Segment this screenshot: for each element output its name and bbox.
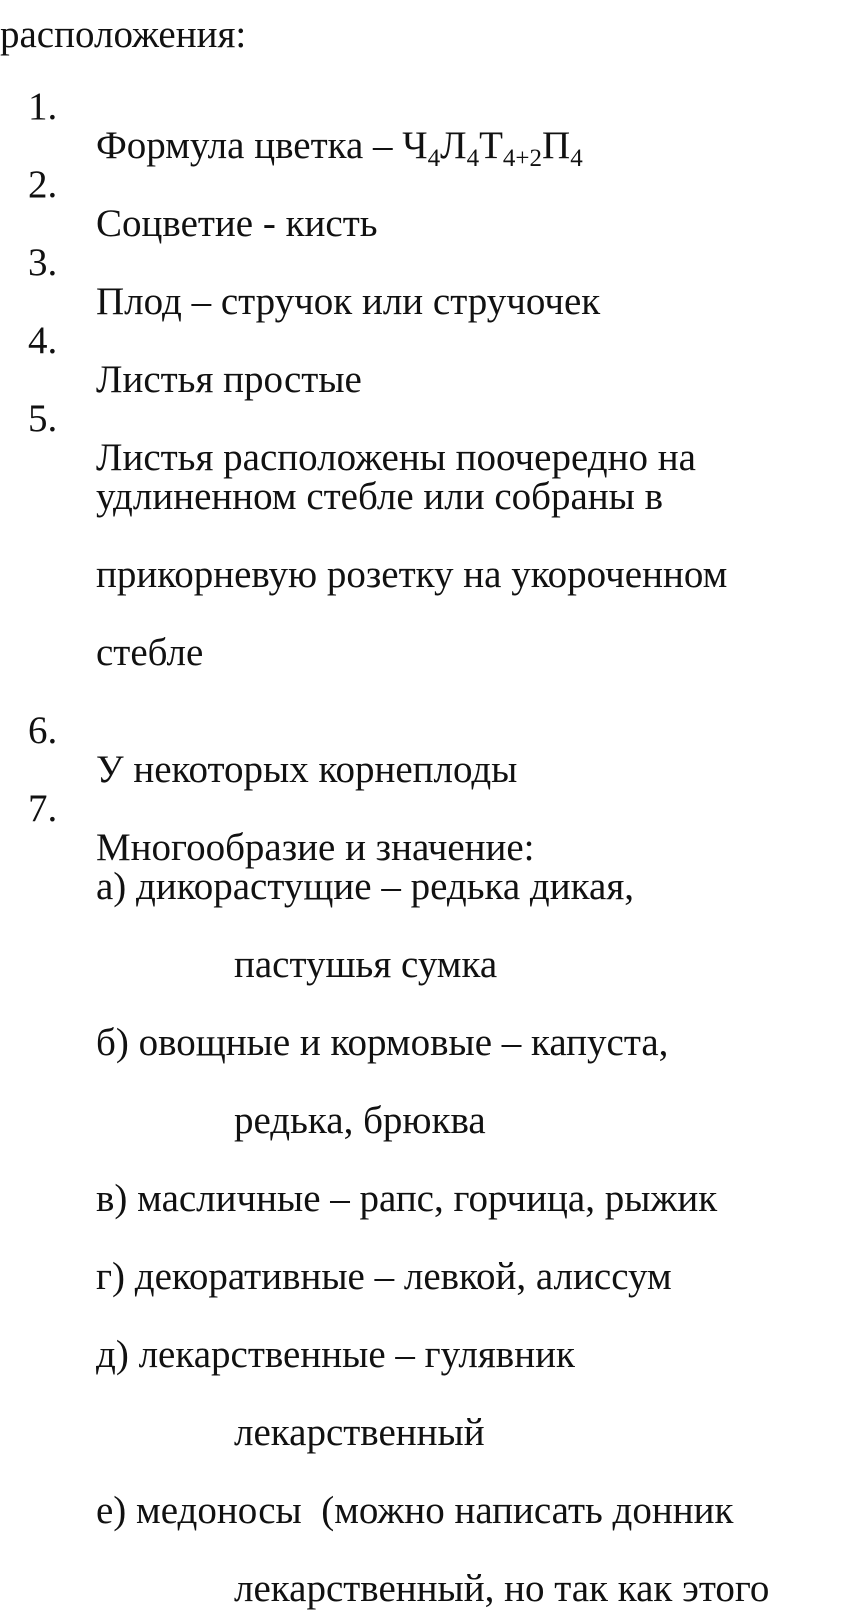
- list-item-text-line: Листья расположены поочередно на: [96, 436, 696, 479]
- list-item-text-line: стебле: [96, 631, 204, 674]
- list-item-text: Листья простые: [96, 358, 362, 401]
- list-item-5-continuation: [0, 516, 728, 596]
- list-item-text-line: удлиненном стебле или собраны в: [96, 475, 664, 518]
- list-number: 7.: [28, 787, 58, 830]
- list-number: 3.: [28, 241, 58, 284]
- list-item-text: У некоторых корнеплоды: [96, 748, 518, 791]
- list-number: 5.: [28, 397, 58, 440]
- subitem-text: д) лекарственные – гулявник: [96, 1333, 575, 1376]
- subitem-text: лекарственный, но так как этого: [234, 1567, 770, 1610]
- subitem-text: г) декоративные – левкой, алиссум: [96, 1255, 672, 1298]
- list-item-5-continuation: [0, 594, 204, 674]
- cut-off-heading-text: расположения:: [0, 13, 247, 56]
- subitem-text: пастушья сумка: [234, 943, 498, 986]
- subitem-text: редька, брюква: [234, 1099, 486, 1142]
- cut-off-heading-line: [0, 0, 247, 56]
- subitem-g: [0, 1218, 672, 1298]
- subitem-e: [0, 1452, 734, 1532]
- subitem-text: в) масличные – рапс, горчица, рыжик: [96, 1177, 718, 1220]
- list-item-text: Плод – стручок или стручочек: [96, 280, 601, 323]
- list-number: 4.: [28, 319, 58, 362]
- subitem-text: лекарственный: [234, 1411, 485, 1454]
- subitem-b-continuation: [0, 1062, 486, 1142]
- subitem-text: б) овощные и кормовые – капуста,: [96, 1021, 669, 1064]
- list-item-text: Многообразие и значение:: [96, 826, 535, 869]
- list-number: 6.: [28, 709, 58, 752]
- subitem-d-continuation: [0, 1374, 485, 1454]
- subitem-b: [0, 984, 669, 1064]
- subitem-e-continuation: [0, 1530, 770, 1610]
- list-number: 2.: [28, 163, 58, 206]
- list-number: 1.: [28, 85, 58, 128]
- subitem-v: [0, 1140, 718, 1220]
- subitem-text: е) медоносы (можно написать донник: [96, 1489, 734, 1532]
- subitem-d: [0, 1296, 575, 1376]
- flower-formula: Формула цветка – $Ч_4Л_4Т_{4+2}П_4$: [96, 124, 583, 172]
- list-item-text-line: прикорневую розетку на укороченном: [96, 553, 728, 596]
- subitem-a-continuation: [0, 906, 498, 986]
- list-item-text: Соцветие - кисть: [96, 202, 378, 245]
- subitem-text: а) дикорастущие – редька дикая,: [96, 865, 635, 908]
